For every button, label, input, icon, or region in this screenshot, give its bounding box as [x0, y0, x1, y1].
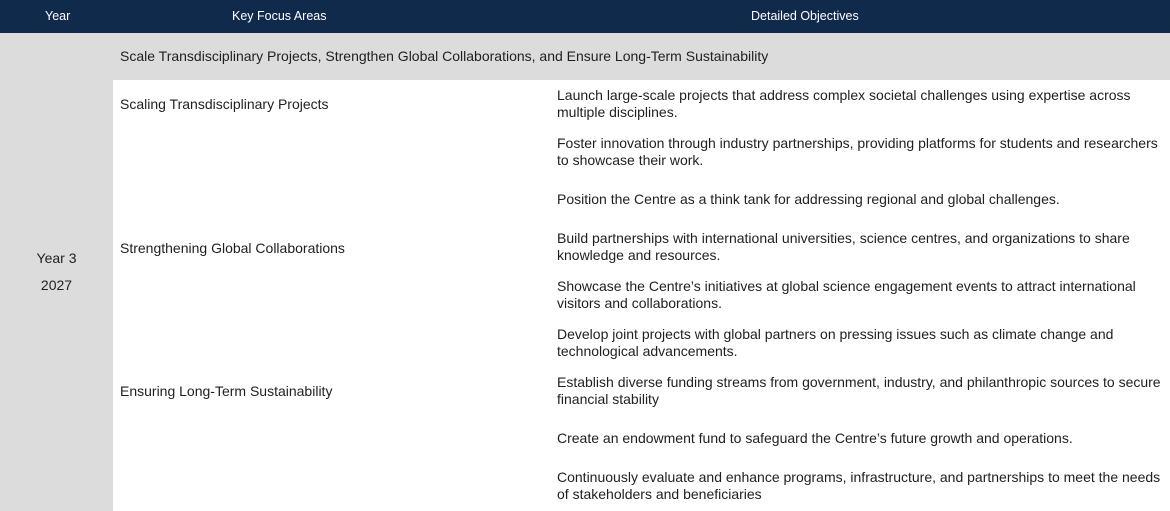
objective-item: Create an endowment fund to safeguard the Centre’s future growth and operations.	[557, 430, 1073, 446]
year-label: Year 3	[36, 250, 77, 266]
objective-item: Continuously evaluate and enhance programs, infrastructure, and partnerships to meet the needs of stakeholders and beneficiaries	[557, 469, 1161, 502]
year-value: 2027	[40, 277, 73, 293]
objective-item: Establish diverse funding streams from government, industry, and philanthropic sources to secure financial stability	[557, 374, 1161, 407]
header-detailed-objectives: Detailed Objectives	[751, 9, 859, 23]
focus-area-sustainability: Ensuring Long-Term Sustainability	[120, 383, 333, 399]
year-cell	[0, 33, 113, 511]
focus-area-global-collaborations: Strengthening Global Collaborations	[120, 240, 345, 256]
objective-item: Build partnerships with international universities, science centres, and organizations to share knowledge and resources.	[557, 230, 1130, 263]
header-year: Year	[45, 9, 71, 23]
objective-item: Position the Centre as a think tank for addressing regional and global challenges.	[557, 191, 1060, 207]
header-key-focus-areas: Key Focus Areas	[232, 9, 327, 23]
table-header	[0, 0, 1170, 33]
objective-item: Launch large-scale projects that address complex societal challenges using expertise across multiple disciplines.	[557, 87, 1131, 120]
objective-item: Develop joint projects with global partners on pressing issues such as climate change and technological advancements.	[557, 326, 1114, 359]
theme-title: Scale Transdisciplinary Projects, Strengthen Global Collaborations, and Ensure Long-Term Sustainability	[120, 48, 769, 64]
focus-area-scaling: Scaling Transdisciplinary Projects	[120, 96, 329, 112]
theme-row	[113, 33, 1170, 80]
objective-item: Foster innovation through industry partnerships, providing platforms for students and researchers to showcase their work.	[557, 135, 1158, 168]
objective-item: Showcase the Centre’s initiatives at global science engagement events to attract international visitors and collaborations.	[557, 278, 1136, 311]
